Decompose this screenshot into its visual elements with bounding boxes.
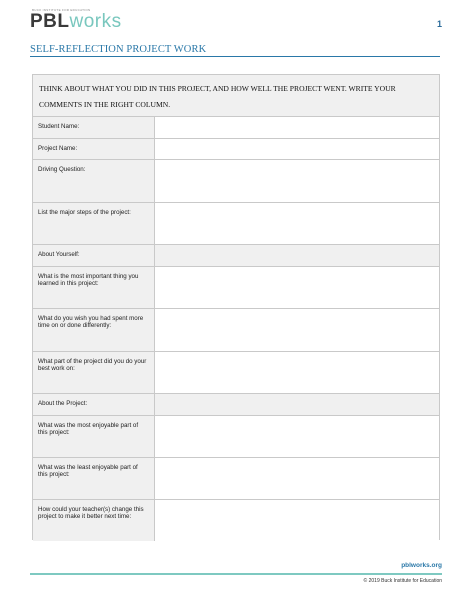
most-enjoyable-field[interactable] [155,416,439,457]
row-label: Driving Question: [33,160,155,202]
section-about-project [33,394,439,416]
row-label: List the major steps of the project: [33,203,155,244]
driving-question-field[interactable] [155,160,439,202]
logo-tagline: BUCK INSTITUTE FOR EDUCATION [32,8,91,12]
footer-divider [30,573,442,575]
least-enjoyable-field[interactable] [155,458,439,499]
row-label: What part of the project did you do your best work on: [33,352,155,393]
form-row-project-name [33,139,439,160]
most-important-field[interactable] [155,267,439,308]
row-label: Project Name: [33,139,155,159]
form-row-driving-question [33,160,439,203]
form-row-teacher-change [33,500,439,541]
major-steps-field[interactable] [155,203,439,244]
section-about-yourself [33,245,439,267]
row-label: What do you wish you had spent more time on or done differently: [33,309,155,351]
section-spacer [155,245,439,266]
logo-works: works [69,11,122,32]
copyright: © 2019 Buck Institute for Education [363,578,442,584]
section-label: About Yourself: [33,245,155,266]
wish-more-time-field[interactable] [155,309,439,351]
section-spacer [155,394,439,415]
footer-link[interactable]: pblworks.org [401,562,442,569]
project-name-field[interactable] [155,139,439,159]
reflection-form [32,74,440,540]
page-number: 1 [436,19,442,29]
row-label: How could your teacher(s) change this project to make it better next time: [33,500,155,541]
row-label: What is the most important thing you learned in this project: [33,267,155,308]
instructions: THINK ABOUT WHAT YOU DID IN THIS PROJECT, AND HOW WELL THE PROJECT WENT. WRITE YOUR COMMENTS IN THE RIGHT COLUMN. [33,75,439,117]
row-label: Student Name: [33,117,155,138]
title-divider [30,56,440,57]
best-work-field[interactable] [155,352,439,393]
form-row-most-enjoyable [33,416,439,458]
form-row-least-enjoyable [33,458,439,500]
section-label: About the Project: [33,394,155,415]
form-row-major-steps [33,203,439,245]
form-row-wish-more-time [33,309,439,352]
logo-pbl: PBL [30,11,70,32]
pblworks-logo [30,8,122,31]
page-title: SELF-REFLECTION PROJECT WORK [30,44,207,55]
student-name-field[interactable] [155,117,439,138]
logo-wordmark [30,12,122,31]
row-label: What was the most enjoyable part of this project: [33,416,155,457]
form-row-student-name [33,117,439,139]
form-row-most-important [33,267,439,309]
row-label: What was the least enjoyable part of this project: [33,458,155,499]
teacher-change-field[interactable] [155,500,439,541]
form-row-best-work [33,352,439,394]
